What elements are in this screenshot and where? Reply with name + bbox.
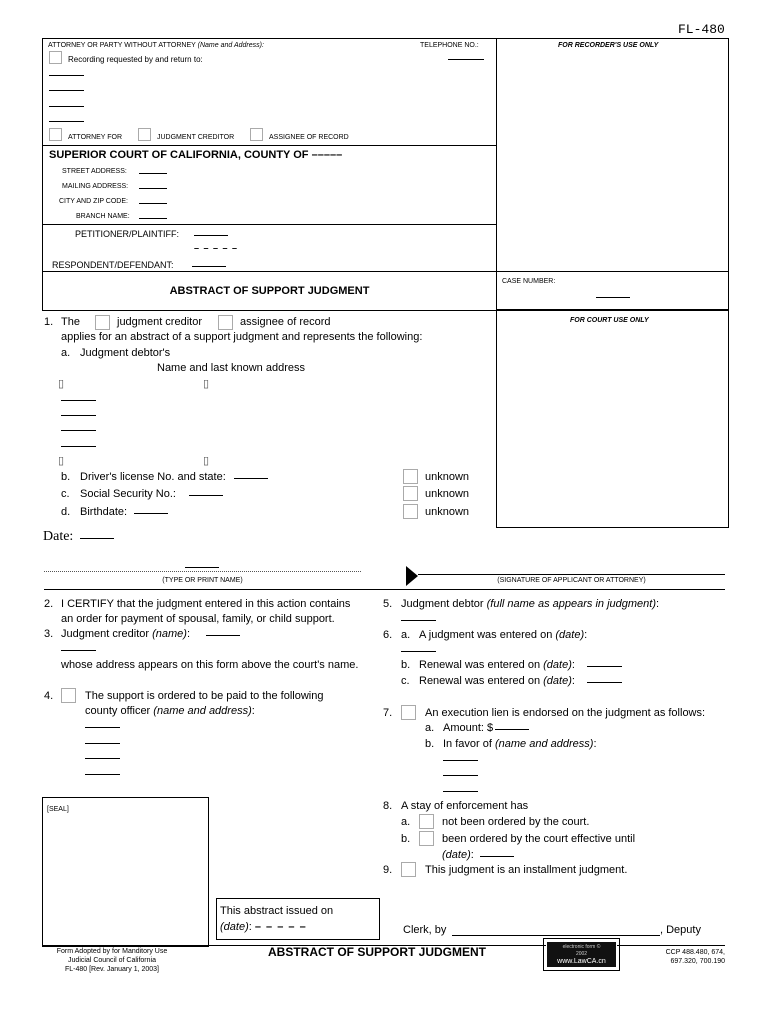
item9-number: 9. (383, 864, 393, 876)
stamp-line: electronic form © (562, 944, 601, 950)
item4-line1: The support is ordered to be paid to the following (85, 690, 324, 702)
printed-name-field[interactable] (185, 567, 219, 568)
item3-number: 3. (44, 628, 54, 640)
petitioner-value: – – – – – (194, 243, 239, 253)
stay-date-field[interactable] (480, 856, 514, 857)
item1a-text: Judgment debtor's (80, 347, 171, 359)
debtor-address-line-3[interactable] (61, 430, 96, 431)
item6c-label: c. (401, 675, 410, 687)
type-name-line (44, 571, 361, 572)
date-label: Date: (43, 529, 74, 544)
judgment-creditor-checkbox-top[interactable] (138, 128, 151, 141)
date-field[interactable] (80, 538, 114, 539)
attorney-for-label: ATTORNEY FOR (68, 134, 123, 141)
recorder-box (496, 38, 729, 310)
item4-checkbox[interactable] (61, 688, 76, 703)
item1-assignee-label: assignee of record (240, 316, 331, 328)
stamp-url: www.LawCA.cn (557, 958, 606, 965)
item8b-checkbox[interactable] (419, 831, 434, 846)
item1-number: 1. (44, 316, 54, 328)
lien-amount-field[interactable] (495, 729, 529, 730)
stamp-line: 2002 (575, 951, 588, 957)
attorney-for-checkbox[interactable] (49, 128, 62, 141)
return-line-3[interactable] (49, 106, 84, 107)
attorney-label: ATTORNEY OR PARTY WITHOUT ATTORNEY (Name and Address): (48, 42, 264, 49)
ssn-unknown-label: unknown (425, 488, 470, 500)
ssn-unknown-checkbox[interactable] (403, 486, 418, 501)
item2-number: 2. (44, 598, 54, 610)
form-title: ABSTRACT OF SUPPORT JUDGMENT (169, 285, 370, 297)
item6-number: 6. (383, 629, 393, 641)
court-title: SUPERIOR COURT OF CALIFORNIA, COUNTY OF ––––– (49, 149, 343, 161)
item1-judgment-creditor-label: judgment creditor (117, 316, 202, 328)
recording-label: Recording requested by and return to: (68, 55, 203, 64)
lien-favor-line-3[interactable] (443, 791, 478, 792)
item6c-text: Renewal was entered on (date): (419, 675, 575, 687)
county-officer-line-3[interactable] (85, 758, 120, 759)
footer-title: ABSTRACT OF SUPPORT JUDGMENT (268, 945, 487, 959)
renewal-date-field-1[interactable] (587, 666, 622, 667)
item8b-date: (date): (442, 849, 474, 861)
return-line-4[interactable] (49, 121, 84, 122)
item7-checkbox[interactable] (401, 705, 416, 720)
mailing-address-field[interactable] (139, 188, 167, 189)
bracket-icon: ▯ (203, 378, 210, 390)
item1c-label: c. (61, 488, 70, 500)
recording-checkbox[interactable] (49, 51, 62, 64)
item1-judgment-creditor-checkbox[interactable] (95, 315, 110, 330)
item8b-label: b. (401, 833, 411, 845)
birthdate-unknown-label: unknown (425, 506, 470, 518)
petitioner-field[interactable] (194, 235, 228, 236)
case-number-field[interactable] (596, 297, 630, 298)
item4-line2: county officer (name and address): (85, 705, 255, 717)
item7-text: An execution lien is endorsed on the judgment as follows: (425, 707, 706, 719)
footer-adopted-line: FL-480 [Rev. January 1, 2003] (64, 966, 160, 973)
case-number-box (496, 271, 729, 311)
lien-favor-line-2[interactable] (443, 775, 478, 776)
item8a-label: a. (401, 816, 411, 828)
bracket-icon: ▯ (203, 455, 210, 467)
type-print-label: (TYPE OR PRINT NAME) (162, 577, 243, 584)
telephone-field[interactable] (448, 59, 484, 60)
signature-arrow-icon (406, 566, 418, 586)
birthdate-field[interactable] (134, 513, 168, 514)
name-address-caption: Name and last known address (157, 362, 305, 374)
item6a-text: A judgment was entered on (date): (419, 629, 588, 641)
item5-number: 5. (383, 598, 393, 610)
item3-whose-address: whose address appears on this form above the court's name. (61, 659, 359, 671)
branch-name-label: BRANCH NAME: (76, 213, 130, 220)
court-use-label: FOR COURT USE ONLY (570, 317, 649, 324)
judgment-creditor-label-top: JUDGMENT CREDITOR (157, 134, 235, 141)
county-officer-line-4[interactable] (85, 774, 120, 775)
item5-text: Judgment debtor (full name as appears in judgment): (401, 598, 660, 610)
petitioner-label: PETITIONER/PLAINTIFF: (75, 229, 180, 239)
recorder-use-label: FOR RECORDER'S USE ONLY (558, 42, 659, 49)
electronic-form-stamp (543, 938, 620, 971)
respondent-field[interactable] (192, 266, 226, 267)
judgment-creditor-name-line-2[interactable] (61, 650, 96, 651)
drivers-license-unknown-label: unknown (425, 471, 470, 483)
clerk-signature-field[interactable] (452, 935, 660, 936)
debtor-address-line-4[interactable] (61, 446, 96, 447)
item8b-text: been ordered by the court effective until (442, 833, 636, 845)
item1-applies-text: applies for an abstract of a support judgment and represents the following: (61, 331, 423, 343)
item7a-text: Amount: $ (443, 722, 494, 734)
city-zip-label: CITY AND ZIP CODE: (59, 198, 128, 205)
item9-checkbox[interactable] (401, 862, 416, 877)
case-number-label: CASE NUMBER: (502, 278, 556, 285)
footer-ccp-line: CCP 488.480, 674, (665, 949, 725, 956)
item1b-text: Driver's license No. and state: (80, 471, 226, 483)
item3-text: Judgment creditor (name): (61, 628, 191, 640)
item1-the: The (61, 316, 80, 328)
county-officer-line-2[interactable] (85, 743, 120, 744)
judgment-entered-date-field[interactable] (401, 651, 436, 652)
seal-box (42, 797, 209, 947)
issued-line1: This abstract issued on (220, 905, 334, 917)
item1c-text: Social Security No.: (80, 488, 176, 500)
item4-number: 4. (44, 690, 54, 702)
ssn-field[interactable] (189, 495, 223, 496)
drivers-license-unknown-checkbox[interactable] (403, 469, 418, 484)
item7a-label: a. (425, 722, 435, 734)
branch-name-field[interactable] (139, 218, 167, 219)
respondent-label: RESPONDENT/DEFENDANT: (52, 260, 174, 270)
item8-text: A stay of enforcement has (401, 800, 529, 812)
deputy-label: , Deputy (660, 924, 701, 936)
item6b-text: Renewal was entered on (date): (419, 659, 575, 671)
debtor-address-line-2[interactable] (61, 415, 96, 416)
judgment-debtor-name-field[interactable] (401, 620, 436, 621)
signature-label: (SIGNATURE OF APPLICANT OR ATTORNEY) (497, 577, 646, 584)
item6b-label: b. (401, 659, 411, 671)
stamp-inner (546, 941, 617, 968)
assignee-checkbox-top[interactable] (250, 128, 263, 141)
lien-favor-line-1[interactable] (443, 760, 478, 761)
issued-date: (date): – – – – – (220, 921, 307, 933)
item1d-label: d. (61, 506, 71, 518)
item7b-text: In favor of (name and address): (443, 738, 597, 750)
item2-line1: I CERTIFY that the judgment entered in this action contains (61, 598, 351, 610)
item8-number: 8. (383, 800, 393, 812)
item6a-label: a. (401, 629, 411, 641)
city-zip-field[interactable] (139, 203, 167, 204)
item7b-label: b. (425, 738, 435, 750)
item1d-text: Birthdate: (80, 506, 128, 518)
birthdate-unknown-checkbox[interactable] (403, 504, 418, 519)
bracket-icon: ▯ (58, 378, 65, 390)
judgment-creditor-name-field[interactable] (206, 635, 240, 636)
telephone-label: TELEPHONE NO.: (420, 42, 479, 49)
clerk-label: Clerk, by (403, 924, 447, 936)
footer-adopted-line: Judicial Council of California (68, 957, 156, 964)
item1-assignee-checkbox[interactable] (218, 315, 233, 330)
form-id: FL-480 (678, 22, 725, 37)
debtor-address-line-1[interactable] (61, 400, 96, 401)
return-line-2[interactable] (49, 90, 84, 91)
renewal-date-field-2[interactable] (587, 682, 622, 683)
street-address-field[interactable] (139, 173, 167, 174)
footer-adopted (42, 947, 182, 974)
seal-label: [SEAL] (47, 806, 69, 813)
footer-ccp (640, 948, 725, 966)
item9-text: This judgment is an installment judgment. (425, 864, 628, 876)
county-officer-line-1[interactable] (85, 727, 120, 728)
item7-number: 7. (383, 707, 393, 719)
item8a-text: not been ordered by the court. (442, 816, 590, 828)
street-address-label: STREET ADDRESS: (62, 168, 127, 175)
return-line-1[interactable] (49, 75, 84, 76)
signature-line[interactable] (418, 574, 725, 575)
drivers-license-field[interactable] (234, 478, 268, 479)
footer-adopted-line: Form Adopted by for Manditory Use (56, 948, 168, 955)
mailing-address-label: MAILING ADDRESS: (62, 183, 129, 190)
footer-ccp-line: 697.320, 700.190 (670, 958, 725, 965)
item2-line2: an order for payment of spousal, family, or child support. (61, 613, 335, 625)
item1b-label: b. (61, 471, 71, 483)
item1a-label: a. (61, 347, 71, 359)
bracket-icon: ▯ (58, 455, 65, 467)
section-divider (44, 589, 725, 590)
item8a-checkbox[interactable] (419, 814, 434, 829)
assignee-label-top: ASSIGNEE OF RECORD (269, 134, 349, 141)
court-use-box (496, 310, 729, 528)
